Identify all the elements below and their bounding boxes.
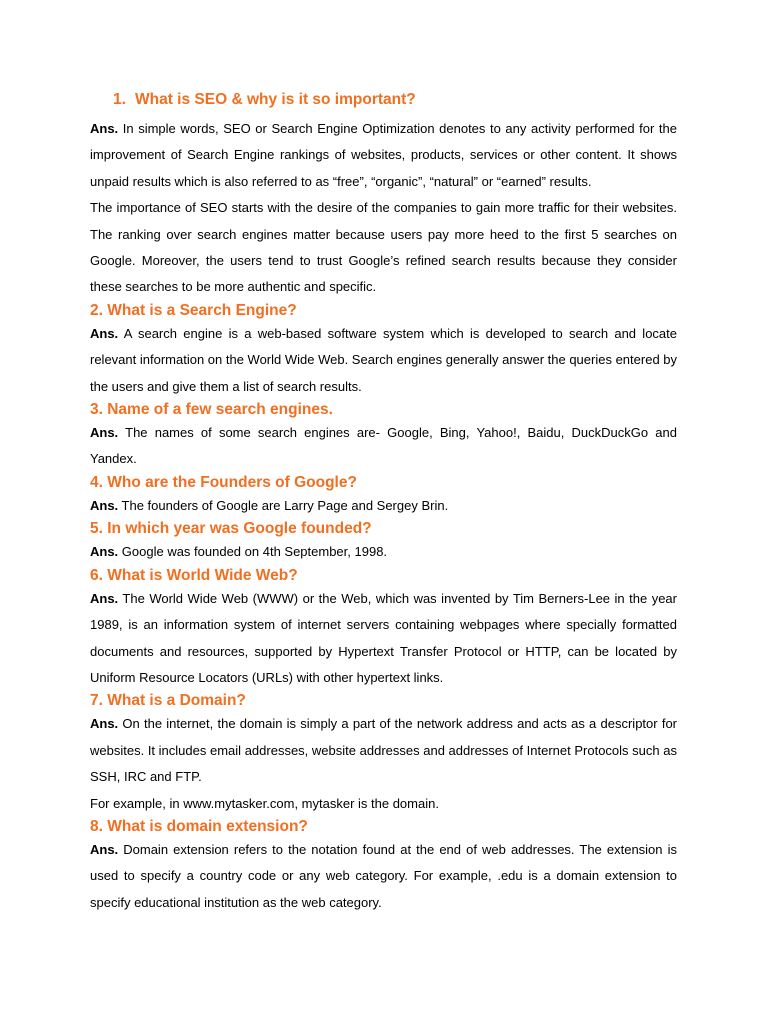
question-3-heading: 3. Name of a few search engines. xyxy=(90,401,333,419)
answer-label: Ans. xyxy=(90,325,119,341)
question-7-heading: 7. What is a Domain? xyxy=(90,692,246,710)
answer-6-text: The World Wide Web (WWW) or the Web, which was invented by Tim Berners-Lee in the year 1989, is an information system of internet servers containing webpages where specially formatted documents and resources, supported by Hypertext Transfer Protocol or HTTP, can be located by Uniform Resource Locators (URLs) with other hypertext links. xyxy=(90,590,677,685)
answer-2 xyxy=(90,321,677,400)
question-2-heading: 2. What is a Search Engine? xyxy=(90,301,297,319)
answer-label: Ans. xyxy=(90,544,119,560)
answer-8 xyxy=(90,837,677,916)
answer-6 xyxy=(90,586,677,692)
answer-1-extra: The importance of SEO starts with the desire of the companies to gain more traffic for their websites. The ranking over search engines matter because users pay more heed to the first 5 searches on Google. Moreover, the users tend to trust Google’s refined search results because they consider these searches to be more authentic and specific. xyxy=(90,200,677,295)
answer-4-text: The founders of Google are Larry Page and Sergey Brin. xyxy=(118,497,449,513)
answer-label: Ans. xyxy=(90,497,119,513)
answer-label: Ans. xyxy=(90,425,119,441)
answer-3-text: The names of some search engines are- Google, Bing, Yahoo!, Baidu, DuckDuckGo and Yandex. xyxy=(90,425,677,467)
answer-1 xyxy=(90,116,677,195)
answer-1-text: In simple words, SEO or Search Engine Optimization denotes to any activity performed for the improvement of Search Engine rankings of websites, products, services or other content. It shows unpaid results which is also referred to as “free”, “organic”, “natural” or “earned” results. xyxy=(90,121,677,189)
answer-7 xyxy=(90,711,677,790)
answer-5-text: Google was founded on 4th September, 1998. xyxy=(118,544,388,560)
answer-5 xyxy=(90,539,677,565)
answer-label: Ans. xyxy=(90,121,119,136)
question-1-text: What is SEO & why is it so important? xyxy=(135,91,416,108)
answer-2-text: A search engine is a web-based software system which is developed to search and locate relevant information on the World Wide Web. Search engines generally answer the queries entered by the users and give them a list of search results. xyxy=(90,325,678,394)
question-1-heading xyxy=(90,90,677,110)
answer-label: Ans. xyxy=(90,841,119,857)
answer-7-text: On the internet, the domain is simply a part of the network address and acts as a descriptor for websites. It includes email addresses, website addresses and addresses of Internet Protocols such as SSH, IRC and FTP. xyxy=(90,716,677,785)
question-1-number: 1. xyxy=(113,91,126,108)
question-8-heading: 8. What is domain extension? xyxy=(90,817,308,835)
question-6-heading: 6. What is World Wide Web? xyxy=(90,566,298,584)
answer-label: Ans. xyxy=(90,590,119,606)
answer-4 xyxy=(90,493,677,519)
answer-label: Ans. xyxy=(90,716,119,732)
question-5-heading: 5. In which year was Google founded? xyxy=(90,520,372,538)
question-4-heading: 4. Who are the Founders of Google? xyxy=(90,473,357,491)
answer-7-extra: For example, in www.mytasker.com, mytasker is the domain. xyxy=(90,795,439,811)
document-page xyxy=(90,90,677,916)
answer-8-text: Domain extension refers to the notation found at the end of web addresses. The extension is used to specify a country code or any web category. For example, .edu is a domain extension to specify educational institution as the web category. xyxy=(90,841,677,910)
answer-3 xyxy=(90,420,677,473)
